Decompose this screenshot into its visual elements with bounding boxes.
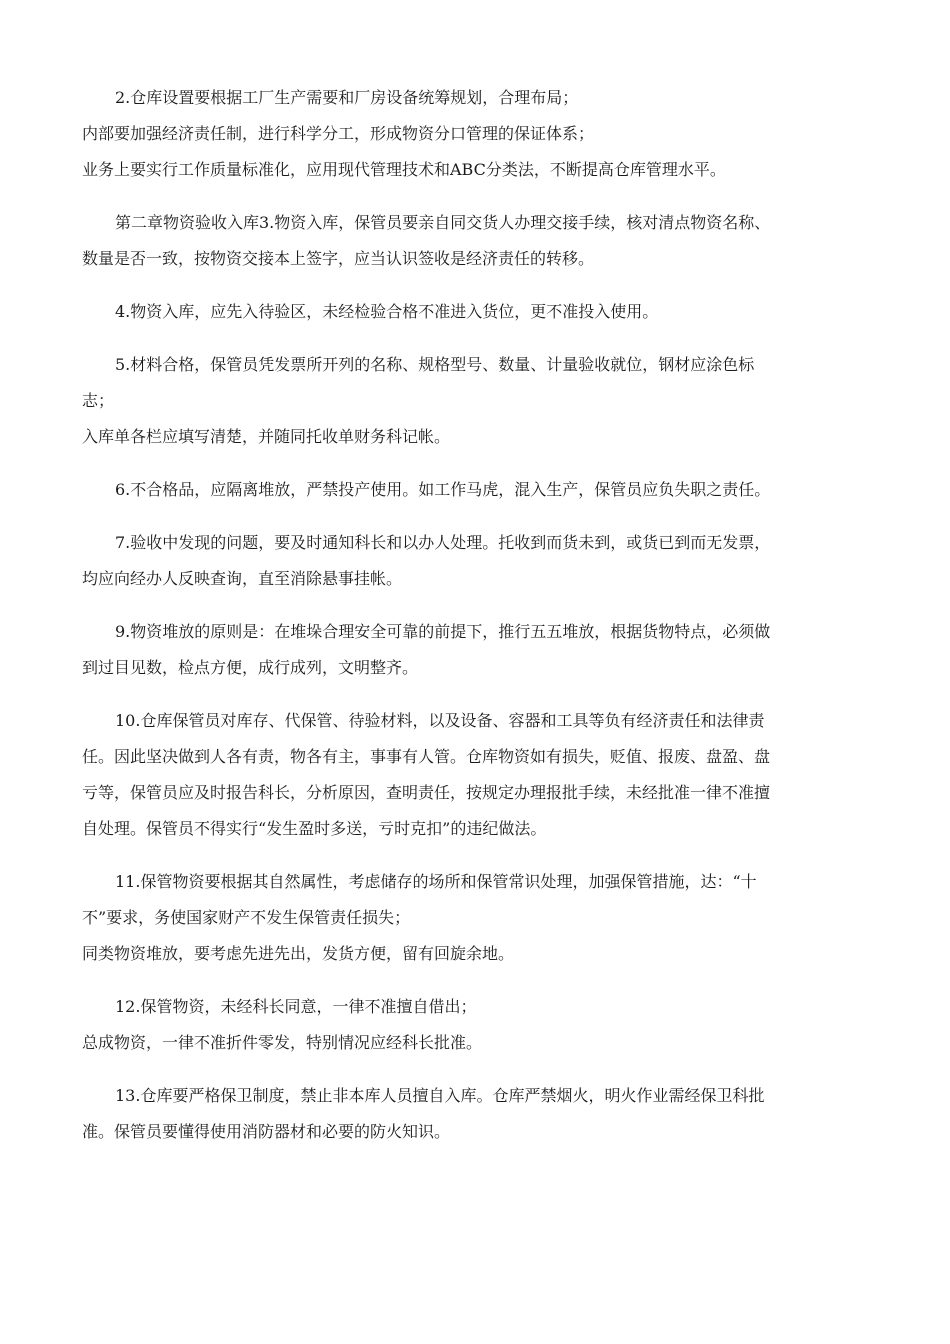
text-line: 5.材料合格，保管员凭发票所开列的名称、规格型号、数量、计量验收就位，钢材应涂色标 <box>115 355 755 374</box>
text-line: 2.仓库设置要根据工厂生产需要和厂房设备统筹规划，合理布局； <box>115 88 579 107</box>
paragraph <box>82 80 862 188</box>
text-line: 业务上要实行工作质量标准化，应用现代管理技术和ABC分类法，不断提高仓库管理水平。 <box>82 160 726 179</box>
text-line: 第二章物资验收入库3.物资入库，保管员要亲自同交货人办理交接手续，核对清点物资名称、 <box>115 213 771 232</box>
text-line: 9.物资堆放的原则是：在堆垛合理安全可靠的前提下，推行五五堆放，根据货物特点，必须做 <box>115 622 771 641</box>
text-line: 7.验收中发现的问题，要及时通知科长和以办人处理。托收到而货未到，或货已到而无发票， <box>115 533 771 552</box>
text-line: 同类物资堆放，要考虑先进先出，发货方便，留有回旋余地。 <box>82 944 515 963</box>
paragraph <box>82 614 862 686</box>
paragraph <box>82 347 862 455</box>
text-line: 任。因此坚决做到人各有责，物各有主，事事有人管。仓库物资如有损失，贬值、报废、盘盈、盘 <box>82 747 771 766</box>
paragraph <box>82 989 862 1061</box>
text-line: 11.保管物资要根据其自然属性，考虑储存的场所和保管常识处理，加强保管措施，达：“十 <box>115 872 757 891</box>
text-line: 12.保管物资，未经科长同意，一律不准擅自借出； <box>115 997 477 1016</box>
text-line: 自处理。保管员不得实行“发生盈时多送，亏时克扣”的违纪做法。 <box>82 819 547 838</box>
text-line: 13.仓库要严格保卫制度，禁止非本库人员擅自入库。仓库严禁烟火，明火作业需经保卫科批 <box>115 1086 765 1105</box>
paragraph <box>82 205 862 277</box>
text-line: 到过目见数，检点方便，成行成列，文明整齐。 <box>82 658 419 677</box>
text-line: 准。保管员要懂得使用消防器材和必要的防火知识。 <box>82 1122 451 1141</box>
paragraph <box>82 525 862 597</box>
paragraph <box>82 1078 862 1150</box>
document-body <box>82 80 862 1167</box>
text-line: 数量是否一致，按物资交接本上签字，应当认识签收是经济责任的转移。 <box>82 249 595 268</box>
text-line: 4.物资入库，应先入待验区，未经检验合格不准进入货位，更不准投入使用。 <box>115 302 659 321</box>
text-line: 总成物资，一律不准折件零发，特别情况应经科长批准。 <box>82 1033 483 1052</box>
paragraph <box>82 472 862 508</box>
paragraph <box>82 703 862 847</box>
text-line: 亏等，保管员应及时报告科长，分析原因，查明责任，按规定办理报批手续，未经批准一律不准擅 <box>82 783 771 802</box>
text-line: 内部要加强经济责任制，进行科学分工，形成物资分口管理的保证体系； <box>82 124 595 143</box>
text-line: 均应向经办人反映查询，直至消除悬事挂帐。 <box>82 569 403 588</box>
text-line: 志； <box>82 391 115 410</box>
text-line: 入库单各栏应填写清楚，并随同托收单财务科记帐。 <box>82 427 451 446</box>
paragraph <box>82 294 862 330</box>
paragraph <box>82 864 862 972</box>
text-line: 6.不合格品，应隔离堆放，严禁投产使用。如工作马虎，混入生产，保管员应负失职之责任。 <box>115 480 771 499</box>
text-line: 10.仓库保管员对库存、代保管、待验材料，以及设备、容器和工具等负有经济责任和法律责 <box>115 711 765 730</box>
text-line: 不”要求，务使国家财产不发生保管责任损失； <box>82 908 411 927</box>
